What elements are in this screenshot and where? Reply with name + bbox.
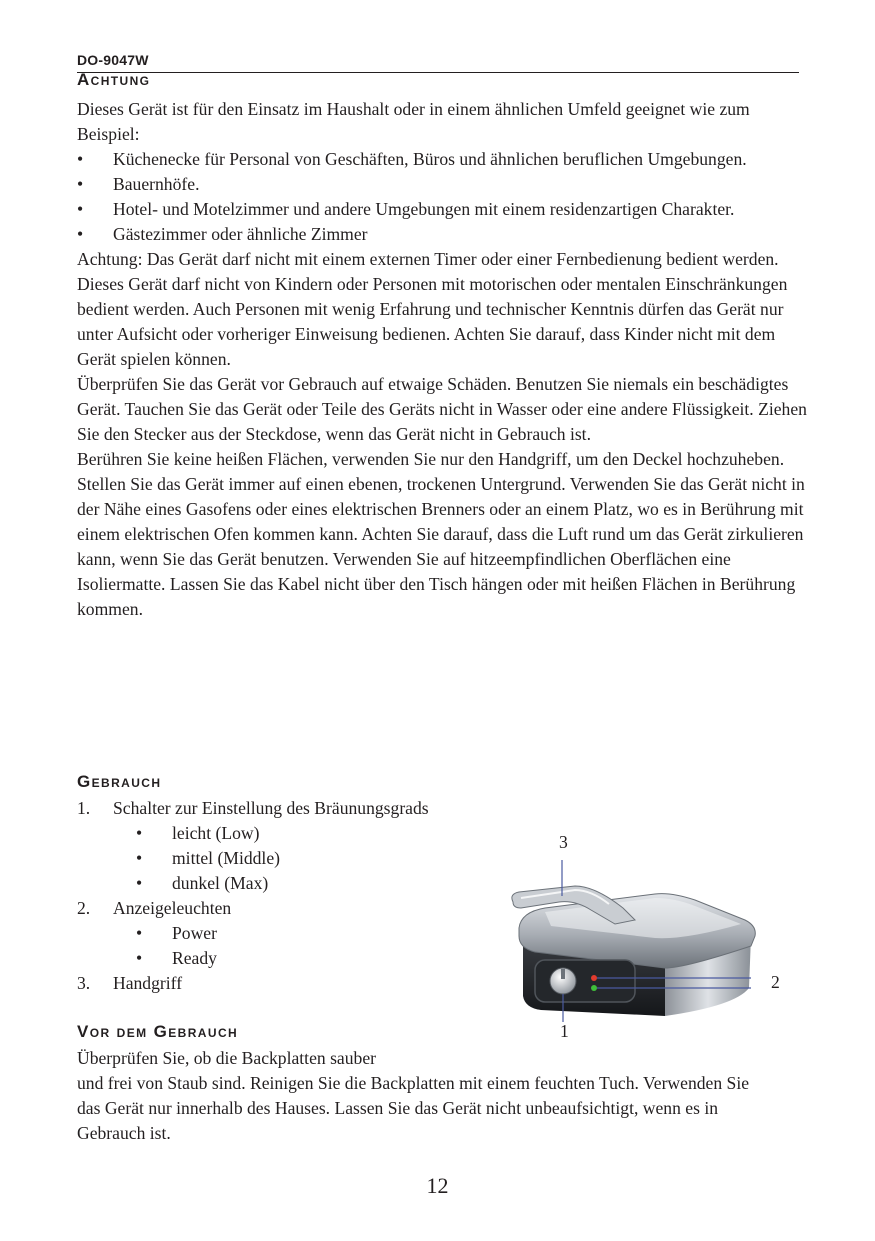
bullet-icon: • bbox=[77, 149, 84, 169]
item-label: Handgriff bbox=[113, 973, 183, 993]
vor-dem-gebrauch-line: Überprüfen Sie, ob die Backplatten sauber bbox=[77, 1048, 376, 1068]
heading-achtung: Achtung bbox=[77, 70, 151, 89]
list-item bbox=[77, 147, 807, 172]
indicator-lights-list bbox=[77, 921, 517, 971]
bullet-text: Ready bbox=[172, 948, 217, 968]
appliance-figure bbox=[505, 828, 805, 1048]
gebrauch-list bbox=[77, 896, 517, 921]
heading-vor-dem-gebrauch: Vor dem Gebrauch bbox=[77, 1022, 239, 1041]
achtung-paragraph: Dieses Gerät darf nicht von Kindern oder Personen mit motorischen oder mentalen Einschränkungen bedient werden. Auch Personen mit wenig Erfahrung und technischer Kenntnis dürfen das Gerät nur unter Aufsicht oder vorheriger Einweisung bedienen. Achten Sie darauf, dass Kinder nicht mit dem Gerät spielen können. bbox=[77, 274, 788, 369]
bullet-icon: • bbox=[77, 224, 84, 244]
bullet-icon: • bbox=[77, 199, 84, 219]
bullet-icon: • bbox=[136, 848, 143, 868]
bullet-text: mittel (Middle) bbox=[172, 848, 280, 868]
bullet-icon: • bbox=[136, 948, 143, 968]
section-achtung bbox=[77, 97, 807, 622]
power-light-icon bbox=[591, 975, 597, 981]
list-item bbox=[77, 222, 807, 247]
achtung-intro: Dieses Gerät ist für den Einsatz im Haushalt oder in einem ähnlichen Umfeld geeignet wie zum Beispiel: bbox=[77, 99, 750, 144]
section-gebrauch bbox=[77, 796, 517, 996]
bullet-icon: • bbox=[136, 823, 143, 843]
bullet-icon: • bbox=[77, 174, 84, 194]
list-item bbox=[136, 871, 517, 896]
list-item bbox=[77, 796, 517, 821]
item-number: 2. bbox=[77, 898, 91, 918]
bullet-text: dunkel (Max) bbox=[172, 873, 269, 893]
browning-levels-list bbox=[77, 821, 517, 896]
page-number: 12 bbox=[426, 1173, 449, 1198]
model-number: DO-9047W bbox=[77, 52, 149, 68]
callout-1: 1 bbox=[560, 1021, 569, 1041]
list-item bbox=[136, 821, 517, 846]
bullet-text: leicht (Low) bbox=[172, 823, 260, 843]
achtung-paragraph: Überprüfen Sie das Gerät vor Gebrauch auf etwaige Schäden. Benutzen Sie niemals ein beschädigtes Gerät. Tauchen Sie das Gerät oder Teile des Geräts nicht in Wasser oder eine andere Flüssigkeit. Ziehen Sie den Stecker aus der Steckdose, wenn das Gerät nicht in Gebrauch ist. bbox=[77, 374, 807, 444]
achtung-paragraph: Berühren Sie keine heißen Flächen, verwenden Sie nur den Handgriff, um den Deckel hochzuheben. Stellen Sie das Gerät immer auf einen ebenen, trockenen Untergrund. Verwenden Sie das Gerät nicht in der Nähe eines Gasofens oder eines elektrischen Brenners oder an einem Platz, wo es in Berührung mit einem elektrischen Ofen kommen kann. Achten Sie darauf, dass die Luft rund um das Gerät zirkulieren kann, wenn Sie das Gerät benutzen. Verwenden Sie auf hitzeempfindlichen Oberflächen eine Isoliermatte. Lassen Sie das Kabel nicht über den Tisch hängen oder mit heißen Flächen in Berührung kommen. bbox=[77, 449, 805, 619]
waffle-maker-illustration bbox=[505, 828, 805, 1048]
bullet-text: Küchenecke für Personal von Geschäften, Büros und ähnlichen beruflichen Umgebungen. bbox=[113, 149, 747, 169]
header-rule bbox=[77, 72, 799, 73]
list-item bbox=[136, 946, 517, 971]
list-item bbox=[77, 896, 517, 921]
bullet-text: Bauernhöfe. bbox=[113, 174, 200, 194]
vor-dem-gebrauch-line: und frei von Staub sind. Reinigen Sie die Backplatten mit einem feuchten Tuch. Verwenden Sie das Gerät nur innerhalb des Hauses. Lassen Sie das Gerät nicht unbeaufsichtigt, wenn es in Gebrauch ist. bbox=[77, 1073, 750, 1143]
achtung-bullet-list bbox=[77, 147, 807, 247]
ready-light-icon bbox=[591, 985, 597, 991]
bullet-text: Hotel- und Motelzimmer und andere Umgebungen mit einem residenzartigen Charakter. bbox=[113, 199, 735, 219]
section-vor-dem-gebrauch bbox=[77, 1046, 757, 1146]
bullet-icon: • bbox=[136, 873, 143, 893]
achtung-paragraph: Achtung: Das Gerät darf nicht mit einem externen Timer oder einer Fernbedienung bedient werden. bbox=[77, 249, 779, 269]
item-label: Anzeigeleuchten bbox=[113, 898, 232, 918]
list-item bbox=[77, 971, 517, 996]
list-item bbox=[77, 197, 807, 222]
item-number: 3. bbox=[77, 973, 91, 993]
gebrauch-list bbox=[77, 796, 517, 821]
bullet-icon: • bbox=[136, 923, 143, 943]
list-item bbox=[77, 172, 807, 197]
item-label: Schalter zur Einstellung des Bräunungsgrads bbox=[113, 798, 429, 818]
bullet-text: Power bbox=[172, 923, 217, 943]
list-item bbox=[136, 846, 517, 871]
callout-2: 2 bbox=[771, 972, 780, 992]
item-number: 1. bbox=[77, 798, 91, 818]
callout-3: 3 bbox=[559, 832, 568, 852]
bullet-text: Gästezimmer oder ähnliche Zimmer bbox=[113, 224, 368, 244]
gebrauch-list bbox=[77, 971, 517, 996]
heading-gebrauch: Gebrauch bbox=[77, 772, 162, 791]
list-item bbox=[136, 921, 517, 946]
